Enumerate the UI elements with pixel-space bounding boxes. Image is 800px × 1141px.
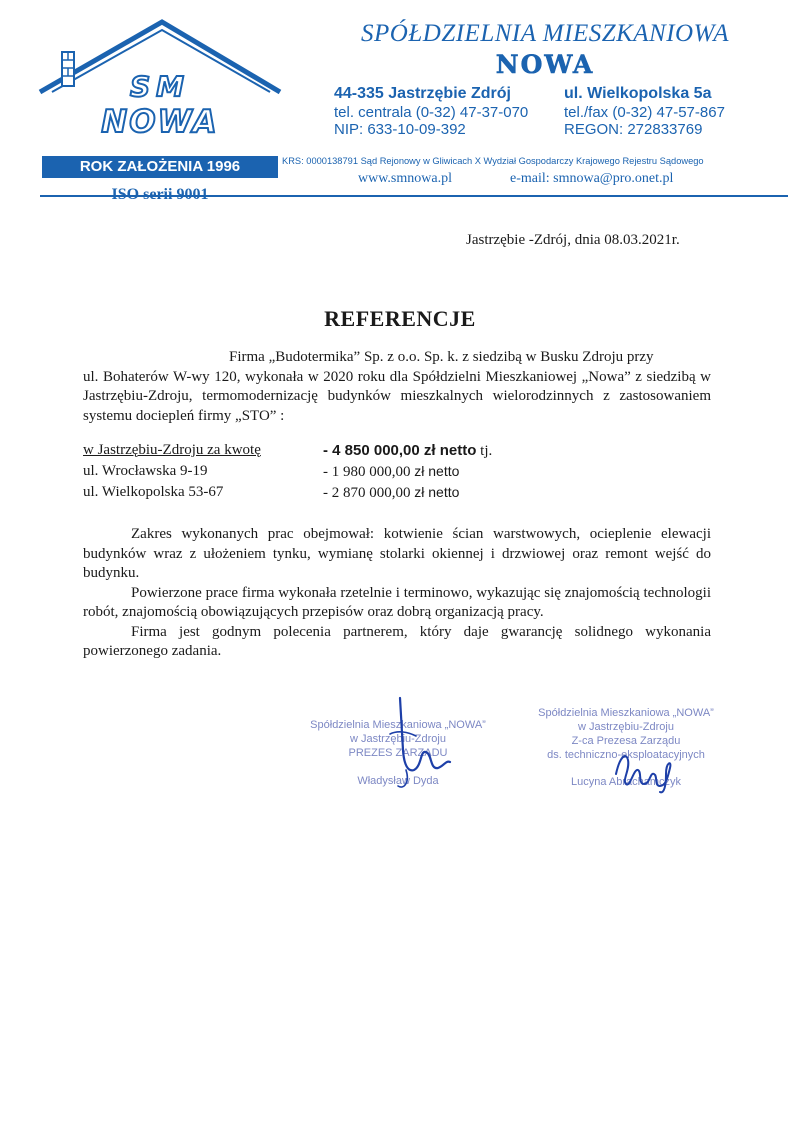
iso-label: ISO serii 9001 bbox=[111, 186, 209, 203]
amount-value: - 1 980 000,00 bbox=[323, 464, 415, 480]
scope-paragraph: Zakres wykonanych prac obejmował: kotwienie ścian warstwowych, ocieplenie elewacji budynków wraz z ułożeniem tynku, wymianę stolarki okiennej i drzwiowej oraz remont wejść do budynku. bbox=[83, 526, 711, 581]
amount-total-value-wrap bbox=[323, 440, 492, 462]
stamp-line: Z-ca Prezesa Zarządu bbox=[571, 735, 681, 747]
amount-total-label: w Jastrzębiu-Zdroju za kwotę bbox=[83, 442, 261, 458]
stamp-line: PREZES ZARZĄDU bbox=[348, 747, 448, 759]
org-header bbox=[300, 20, 790, 171]
org-nip: NIP: 633-10-09-392 bbox=[334, 121, 466, 138]
amount-row bbox=[83, 461, 723, 482]
intro-rest: ul. Bohaterów W-wy 120, wykonała w 2020 roku dla Spółdzielni Mieszkaniowej „Nowa” z siedzibą w Jastrzębiu-Zdroju, termomodernizację budynków mieszkalnych wielorodzinnych z zastosowaniem systemu dociepleń firmy „STO” : bbox=[83, 368, 711, 424]
org-website: www.smnowa.pl bbox=[358, 171, 452, 186]
org-email: e-mail: smnowa@pro.onet.pl bbox=[510, 171, 674, 186]
org-city: 44-335 Jastrzębie Zdrój bbox=[334, 85, 511, 102]
amount-value: - 2 870 000,00 bbox=[323, 485, 415, 501]
stamp-line: w Jastrzębiu-Zdroju bbox=[350, 733, 446, 745]
org-regon: REGON: 272833769 bbox=[564, 121, 703, 138]
amount-label: ul. Wielkopolska 53-67 bbox=[83, 484, 224, 500]
amount-total-value: - 4 850 000,00 zł netto bbox=[323, 442, 477, 459]
org-tel: tel. centrala (0-32) 47-37-070 bbox=[334, 104, 529, 121]
contact-left bbox=[334, 85, 528, 138]
org-street: ul. Wielkopolska 5a bbox=[564, 85, 712, 102]
amount-unit: zł netto bbox=[414, 484, 460, 500]
letter-date: Jastrzębie -Zdrój, dnia 08.03.2021r. bbox=[466, 232, 680, 248]
amount-unit: zł netto bbox=[414, 463, 460, 479]
amount-total-row bbox=[83, 440, 723, 461]
quality-paragraph: Powierzone prace firma wykonała rzetelnie i terminowo, wykazując się znajomością technologii robót, znajomością obowiązujących przepisów oraz dobrą organizacją pracy. bbox=[83, 584, 711, 620]
amount-value-wrap bbox=[323, 461, 459, 483]
contact-right bbox=[564, 85, 725, 138]
signature-president bbox=[370, 690, 460, 800]
amounts-list bbox=[83, 440, 723, 503]
logo bbox=[38, 18, 282, 203]
intro-paragraph bbox=[83, 348, 711, 426]
body-paragraphs bbox=[83, 525, 711, 662]
signature-vice-president bbox=[610, 746, 680, 796]
logo-sm-text: SM bbox=[129, 70, 191, 103]
header-divider bbox=[40, 195, 788, 197]
stamp-line: ds. techniczno-eksploatacyjnych bbox=[547, 749, 705, 761]
letter-title: REFERENCJE bbox=[324, 306, 476, 331]
stamp-line: w Jastrzębiu-Zdroju bbox=[578, 721, 674, 733]
org-krs: KRS: 0000138791 Sąd Rejonowy w Gliwicach X Wydział Gospodarczy Krajowego Rejestru Sądowego bbox=[282, 156, 704, 166]
logo-nowa-text: NOWA bbox=[101, 104, 219, 140]
stamp-line: Spółdzielnia Mieszkaniowa „NOWA” bbox=[310, 719, 486, 731]
org-fax: tel./fax (0-32) 47-57-867 bbox=[564, 104, 725, 121]
stamp-name: Lucyna Abrachamczyk bbox=[570, 776, 682, 788]
amount-label: ul. Wrocławska 9-19 bbox=[83, 463, 208, 479]
stamp-line: Spółdzielnia Mieszkaniowa „NOWA” bbox=[538, 707, 714, 719]
amount-row bbox=[83, 482, 723, 503]
founded-band: ROK ZAŁOŻENIA 1996 bbox=[42, 156, 278, 178]
amount-total-suffix: tj. bbox=[476, 443, 493, 459]
org-name: SPÓŁDZIELNIA MIESZKANIOWA bbox=[361, 20, 729, 47]
amount-value-wrap bbox=[323, 482, 459, 504]
stamp-name: Władysław Dyda bbox=[357, 775, 439, 787]
org-nowa: NOWA bbox=[495, 50, 595, 79]
intro-first-line: Firma „Budotermika” Sp. z o.o. Sp. k. z siedzibą w Busku Zdroju przy bbox=[229, 349, 654, 365]
recommendation-paragraph: Firma jest godnym polecenia partnerem, który daje gwarancję solidnego wykonania powierzonego zadania. bbox=[83, 623, 711, 659]
